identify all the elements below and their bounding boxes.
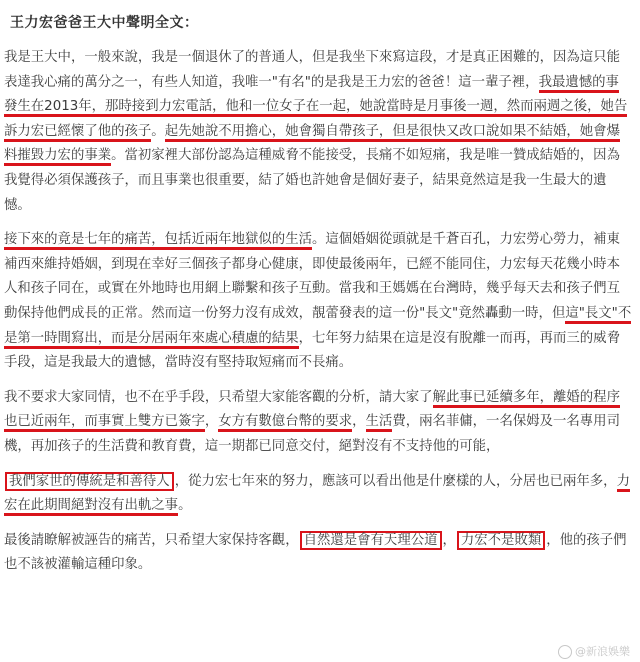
underlined-highlight: 接下來的竟是七年的痛苦，包括近兩年地獄似的生活: [4, 232, 312, 250]
text-segment: 我不要求大家同情，也不在乎手段，只希望大家能客觀的分析，請大家了: [4, 389, 433, 405]
text-segment: 。這個婚姻從頭就是千蒼百孔，力宏勞心勞力，補東補西來維持婚姻，到現在幸好三個孩子都身心健康，即使最後兩年，已經不能同住，力宏每天花幾小時本人和孩子同在，或實在外地時也用網上聯繫和孩子互動。當我和王媽媽在台灣時，幾乎每天去和孩子們互動保持他們成長的正常。然而這一份努力沒有成效，靚蕾發表的這一份"長文"竟然轟動一時，但: [4, 232, 620, 321]
underlined-highlight: 起先她說不用擔心，她會獨自帶孩子，但是很快又改口說如果不結婚，她會爆料摧毀力宏的事業: [4, 124, 620, 167]
boxed-highlight: 力宏不是敗類: [457, 531, 545, 550]
text-segment: ，: [352, 414, 366, 430]
text-segment: ，: [204, 414, 219, 430]
text-segment: ，他的孩子們也不該被灌輸這種印象。: [4, 532, 627, 573]
underlined-highlight: 女方有數億台幣的要求: [218, 414, 352, 432]
statement-title: 王力宏爸爸王大中聲明全文：: [10, 15, 199, 31]
text-segment: 。: [151, 123, 165, 139]
text-segment: 費，兩名菲傭，一名保姆及一名專用司機，再加孩子的生活費和教育費，這一期都已同意交付，絕對沒有不支持他的可能，: [4, 414, 620, 454]
underlined-highlight: 力宏在此期間絕對沒有出軌之事: [4, 474, 630, 517]
statement-body: [4, 46, 632, 588]
text-segment: 我是王大中，一般來說，我是一個退休了的普通人，但是我坐下來寫這段，才是真正困難的，因為這只能表達我心痛的萬分之一，有些人知道，我唯一"有名"的是我是王力宏的爸爸！這一輩子裡，: [4, 50, 620, 90]
weibo-watermark: [558, 643, 630, 659]
underlined-highlight: 生活: [366, 414, 393, 432]
weibo-logo-icon: [558, 645, 572, 659]
underlined-highlight: 我最遺憾的事發生在2013年，那時接到力宏電話，他和一位女子在一起，她說當時是月事後一週，然而兩週之後，她告訴力宏已經懷了他的孩子: [4, 75, 627, 142]
underlined-highlight: 解此事已延續多年，離婚的程序也已近兩年，而事實上雙方已簽字: [4, 390, 620, 433]
text-segment: ，從力宏七年來的努力，應該可以看出他是什麼樣的人，分居也已兩年多，: [174, 473, 617, 489]
boxed-highlight: 我們家世的傳統是和善待人: [5, 472, 174, 491]
paragraph-2: [4, 228, 632, 376]
paragraph-4: [4, 470, 632, 519]
underlined-highlight: 這"長文"不是第一時間寫出，而是分居兩年來處心積慮的結果: [4, 306, 631, 349]
watermark-text: @新浪娛樂: [575, 645, 630, 658]
paragraph-5: [4, 529, 632, 578]
text-segment: ，七年努力結果在這是沒有脫離一而再，再而三的威脅手段，這是我最大的遺憾，當時沒有堅持取短痛而不長痛。: [4, 330, 620, 371]
paragraph-1: [4, 46, 632, 218]
text-segment: 最後請瞭解被誣告的痛苦，只希望大家保持客觀，: [4, 532, 299, 548]
text-segment: 。當初家裡大部份認為這種威脅不能接受，長痛不如短痛，我是唯一贊成結婚的，因為我覺得必須保護孩子，而且事業也很重要，結了婚也許她會是個好妻子，結果竟然這是我一生最大的遺憾。: [4, 148, 620, 213]
text-segment: ，: [442, 532, 456, 548]
boxed-highlight: 自然還是會有天理公道: [300, 531, 442, 550]
paragraph-3: [4, 386, 632, 460]
text-segment: 。: [178, 498, 192, 514]
